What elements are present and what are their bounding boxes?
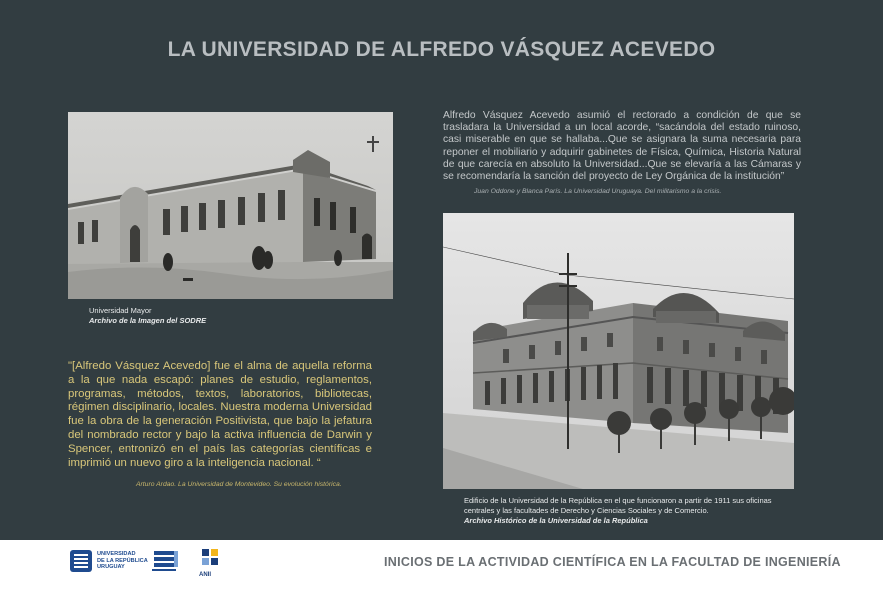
rectorado-quote-citation: Juan Oddone y Blanca París. La Universidad Uruguaya. Del militarismo a la crisis. — [474, 188, 722, 195]
left-photo-source: Archivo de la Imagen del SODRE — [89, 316, 207, 325]
photo-edificio-universidad — [443, 213, 794, 489]
photo-universidad-mayor — [68, 112, 393, 299]
right-photo-caption — [464, 496, 804, 526]
facultad-ingenieria-logo-icon — [152, 549, 180, 575]
udelar-line-2: DE LA REPÚBLICA — [97, 557, 148, 564]
udelar-line-3: URUGUAY — [97, 564, 125, 571]
footer-title: INICIOS DE LA ACTIVIDAD CIENTÍFICA EN LA FACULTAD DE INGENIERÍA — [384, 555, 841, 569]
ardao-quote: "[Alfredo Vásquez Acevedo] fue el alma de aquella reforma a la que nada escapó: planes de estudio, reglamentos, programas, métodos, textos, laboratorios, bibliotecas, régimen disciplinario, locales. Nuestra moderna Universidad fue la obra de la generación Positivista, que bajo la jefatura del nombrado rector y bajo la activa influencia de Darwin y Spencer, entronizó en el país las categorías científicas e imprimió un nuevo giro a la inteligencia nacional. “ — [68, 360, 372, 469]
right-photo-source: Archivo Histórico de la Universidad de la República — [464, 516, 648, 525]
anii-logo-text: ANII — [199, 572, 211, 578]
right-photo-description: Edificio de la Universidad de la República en el que funcionaron a partir de 1911 sus oficinas centrales y las facultades de Derecho y Ciencias Sociales y de Comercio. — [464, 496, 772, 515]
anii-logo-icon — [200, 549, 220, 571]
left-photo-title: Universidad Mayor — [89, 306, 152, 315]
ardao-quote-citation: Arturo Ardao. La Universidad de Montevideo. Su evolución histórica. — [136, 481, 342, 488]
udelar-line-1: UNIVERSIDAD — [97, 551, 136, 557]
left-photo-caption — [89, 306, 206, 326]
udelar-logo-text — [97, 551, 148, 571]
udelar-seal-icon — [69, 549, 93, 573]
rectorado-quote: Alfredo Vásquez Acevedo asumió el rectorado a condición de que se trasladara la Universidad a un local acorde, “sacándola del estado ruinoso, casi miserable en que se hallaba...Que se asignara la suma necesaria para reponer el mobiliario y adquirir gabinetes de Física, Química, Historia Natural de que carecía en absoluto la Universidad...Que se elevaría a las Cámaras y se recomendaría la sanción del proyecto de Ley Orgánica de la institución” — [443, 110, 801, 183]
page-title: LA UNIVERSIDAD DE ALFREDO VÁSQUEZ ACEVEDO — [167, 38, 716, 61]
